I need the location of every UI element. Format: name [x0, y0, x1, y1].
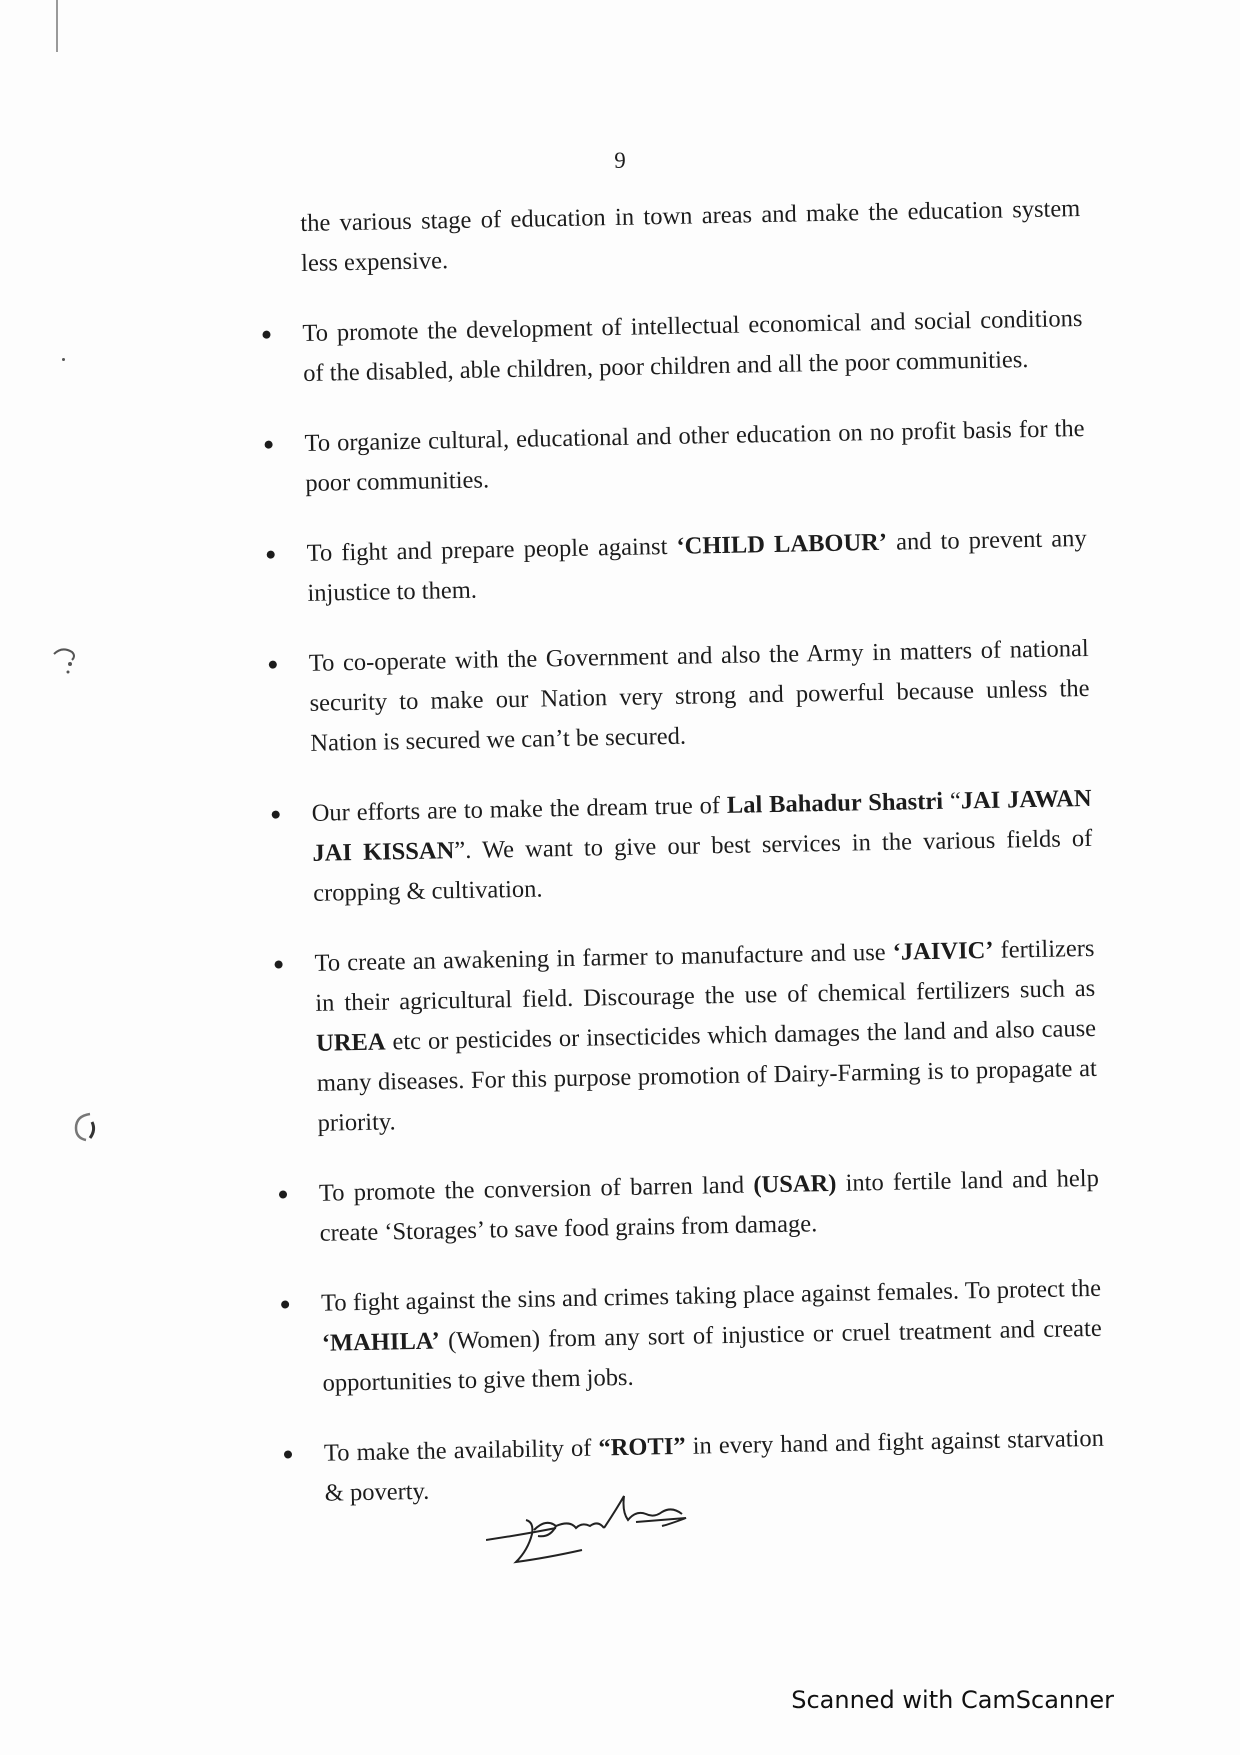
text-run: To create an awakening in farmer to manufacture and use [314, 938, 894, 977]
bullet-icon [275, 960, 283, 968]
page-number: 9 [614, 148, 626, 173]
bullet-text [309, 635, 1090, 757]
text-run: To promote the conversion of barren land [318, 1171, 754, 1207]
text-run: fertilizers in their agricultural field. Discourage the use of chemical fertilizers such as [315, 934, 1096, 1017]
text-run: in every hand and fight against starvation & poverty. [324, 1424, 1105, 1507]
text-run: To promote the development of intellectual economical and social conditions of the disabled, able children, poor children and all the poor communities. [302, 305, 1083, 387]
list-item [311, 779, 1093, 914]
bullet-icon [281, 1300, 289, 1308]
bullet-text [319, 1165, 1099, 1247]
list-item [302, 299, 1083, 394]
objectives-list [302, 299, 1105, 1514]
bold-phrase: “ROTI” [598, 1432, 686, 1462]
bold-phrase: ‘CHILD LABOUR’ [676, 528, 888, 560]
bullet-text [306, 525, 1086, 607]
text-run: and to prevent any injustice to them. [307, 524, 1087, 607]
punch-hole-mark-top [50, 646, 84, 678]
list-item [304, 409, 1085, 504]
scan-speck [62, 358, 65, 361]
handwritten-signature [486, 1490, 746, 1570]
list-item [308, 629, 1090, 764]
bullet-text [321, 1275, 1102, 1397]
text-run: Our efforts are to make the dream true of [311, 791, 728, 827]
text-run: To co-operate with the Government and also the Army in matters of national security to make our Nation very strong and powerful because unless the Nation is secured we can’t be secured. [308, 634, 1090, 757]
bullet-text [302, 305, 1082, 387]
text-run: To fight against the sins and crimes taking place against females. To protect the [320, 1274, 1102, 1317]
bullet-icon [272, 811, 280, 819]
bullet-text [314, 935, 1097, 1137]
bullet-icon [269, 661, 277, 669]
text-run: etc or pesticides or insecticides which damages the land and also cause many diseases. For this purpose promotion of Dairy-Farming is to propagate at priority. [316, 1014, 1097, 1137]
scan-edge-line [56, 0, 58, 52]
bullet-icon [265, 441, 273, 449]
camscanner-watermark: Scanned with CamScanner [791, 1686, 1114, 1714]
text-run: To make the availability of [323, 1434, 599, 1467]
list-item [306, 519, 1087, 614]
bold-phrase: ‘MAHILA’ [321, 1327, 441, 1357]
punch-hole-mark-bottom [70, 1110, 104, 1144]
bullet-text [311, 785, 1092, 907]
list-item [314, 929, 1098, 1144]
text-run: ”. We want to give our best services in the various fields of cropping & cultivation. [312, 824, 1093, 907]
document-body [300, 189, 1106, 1544]
text-run: To fight and prepare people against [306, 532, 677, 567]
bold-phrase: ‘JAIVIC’ [892, 936, 994, 966]
text-run: (Women) from any sort of injustice or cruel treatment and create opportunities to give them jobs. [322, 1314, 1102, 1397]
bullet-icon [267, 551, 275, 559]
bold-phrase: JAI JAWAN JAI KISSAN [312, 784, 1092, 867]
bullet-icon [279, 1190, 287, 1198]
bullet-text [304, 415, 1084, 497]
bullet-icon [262, 331, 270, 339]
bold-phrase: UREA [315, 1028, 386, 1057]
bold-phrase: (USAR) [753, 1169, 837, 1199]
text-run: into fertile land and help create ‘Storages’ to save food grains from damage. [319, 1164, 1100, 1247]
bold-phrase: Lal Bahadur Shastri [726, 787, 944, 819]
text-run: “ [942, 787, 962, 815]
list-item [321, 1269, 1103, 1404]
text-run: To organize cultural, educational and other education on no profit basis for the poor communities. [304, 414, 1085, 497]
continuation-paragraph: the various stage of education in town areas and make the education system less expensive. [300, 195, 1081, 277]
list-item [319, 1159, 1100, 1254]
bullet-icon [284, 1450, 292, 1458]
